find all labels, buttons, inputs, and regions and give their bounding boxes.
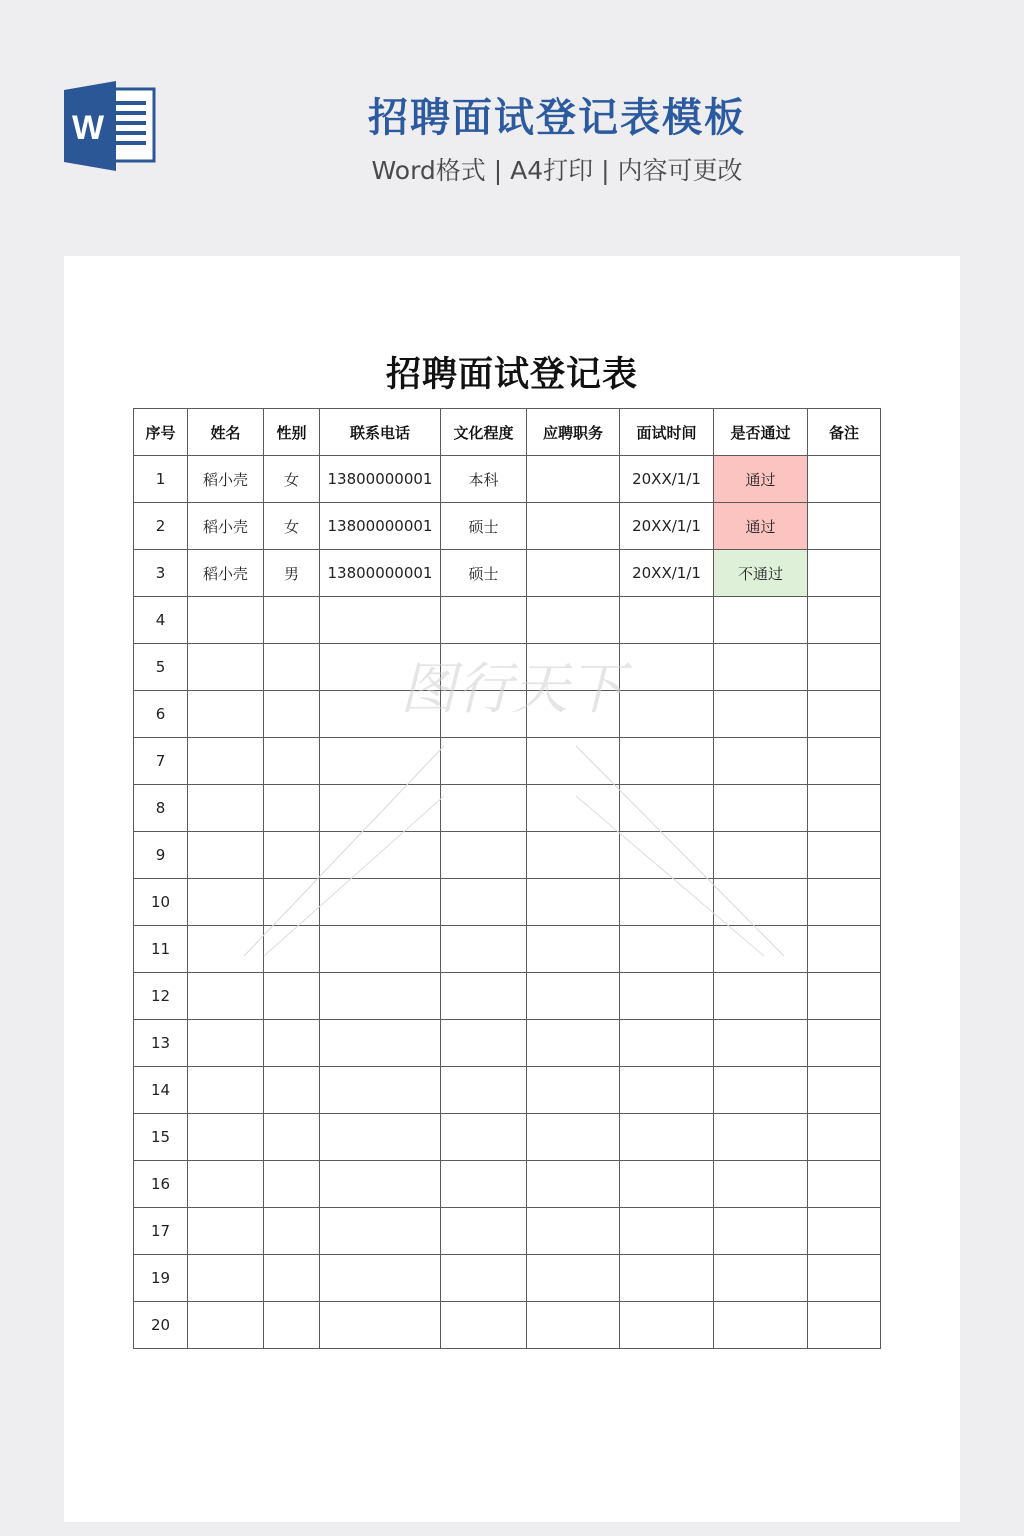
cell-position: [527, 1255, 620, 1302]
table-row: [134, 1302, 881, 1349]
cell-name: [188, 1020, 264, 1067]
cell-name: 稻小壳: [188, 503, 264, 550]
cell-education: [441, 1302, 527, 1349]
cell-gender: [264, 879, 320, 926]
cell-position: [527, 879, 620, 926]
cell-serial: 16: [134, 1161, 188, 1208]
cell-phone: [320, 1255, 441, 1302]
cell-name: [188, 973, 264, 1020]
cell-serial: 17: [134, 1208, 188, 1255]
cell-result: [714, 973, 808, 1020]
cell-result: [714, 879, 808, 926]
column-header: 面试时间: [620, 409, 714, 456]
cell-position: [527, 456, 620, 503]
cell-education: [441, 738, 527, 785]
cell-name: [188, 1161, 264, 1208]
cell-position: [527, 1067, 620, 1114]
cell-phone: 13800000001: [320, 456, 441, 503]
cell-note: [808, 550, 881, 597]
table-row: [134, 644, 881, 691]
cell-education: 本科: [441, 456, 527, 503]
word-icon-letter: W: [71, 109, 105, 147]
cell-name: [188, 926, 264, 973]
cell-gender: [264, 691, 320, 738]
cell-interview-date: [620, 1255, 714, 1302]
cell-interview-date: 20XX/1/1: [620, 456, 714, 503]
cell-interview-date: [620, 1067, 714, 1114]
cell-result: [714, 1020, 808, 1067]
cell-position: [527, 597, 620, 644]
cell-gender: [264, 1208, 320, 1255]
table-row: [134, 1114, 881, 1161]
cell-education: [441, 597, 527, 644]
cell-note: [808, 1302, 881, 1349]
document-page: [64, 256, 960, 1522]
cell-position: [527, 1208, 620, 1255]
cell-education: [441, 926, 527, 973]
cell-education: [441, 1161, 527, 1208]
cell-serial: 12: [134, 973, 188, 1020]
cell-note: [808, 1067, 881, 1114]
cell-name: [188, 785, 264, 832]
cell-position: [527, 1161, 620, 1208]
cell-result: [714, 1302, 808, 1349]
cell-phone: [320, 644, 441, 691]
column-header: 应聘职务: [527, 409, 620, 456]
cell-gender: [264, 738, 320, 785]
column-header: 文化程度: [441, 409, 527, 456]
cell-serial: 8: [134, 785, 188, 832]
table-header-row: [134, 409, 881, 456]
cell-note: [808, 1255, 881, 1302]
cell-note: [808, 597, 881, 644]
cell-name: 稻小壳: [188, 456, 264, 503]
cell-education: [441, 1067, 527, 1114]
cell-education: [441, 785, 527, 832]
cell-serial: 3: [134, 550, 188, 597]
cell-education: [441, 832, 527, 879]
cell-serial: 4: [134, 597, 188, 644]
cell-phone: [320, 1208, 441, 1255]
cell-interview-date: [620, 785, 714, 832]
cell-position: [527, 926, 620, 973]
cell-phone: [320, 1161, 441, 1208]
cell-serial: 15: [134, 1114, 188, 1161]
cell-gender: [264, 1114, 320, 1161]
cell-interview-date: [620, 926, 714, 973]
cell-serial: 13: [134, 1020, 188, 1067]
word-document-icon: [64, 81, 156, 171]
table-row: [134, 1020, 881, 1067]
cell-result: [714, 597, 808, 644]
cell-gender: [264, 832, 320, 879]
cell-name: [188, 1255, 264, 1302]
cell-education: [441, 1020, 527, 1067]
cell-name: 稻小壳: [188, 550, 264, 597]
cell-result: 通过: [714, 456, 808, 503]
cell-interview-date: [620, 879, 714, 926]
cell-gender: [264, 644, 320, 691]
cell-gender: [264, 1067, 320, 1114]
cell-interview-date: [620, 691, 714, 738]
cell-position: [527, 973, 620, 1020]
cell-result: [714, 738, 808, 785]
cell-serial: 19: [134, 1255, 188, 1302]
cell-phone: [320, 1302, 441, 1349]
cell-interview-date: [620, 1161, 714, 1208]
cell-serial: 10: [134, 879, 188, 926]
column-header: 是否通过: [714, 409, 808, 456]
cell-phone: [320, 973, 441, 1020]
cell-position: [527, 738, 620, 785]
cell-gender: [264, 1255, 320, 1302]
table-row: [134, 1208, 881, 1255]
cell-note: [808, 456, 881, 503]
table-row: [134, 879, 881, 926]
cell-serial: 5: [134, 644, 188, 691]
cell-result: [714, 926, 808, 973]
cell-note: [808, 973, 881, 1020]
cell-interview-date: [620, 1114, 714, 1161]
document-title: 招聘面试登记表: [385, 355, 638, 395]
cell-education: 硕士: [441, 550, 527, 597]
cell-note: [808, 1161, 881, 1208]
table-row: [134, 973, 881, 1020]
table-row: [134, 832, 881, 879]
table-row: [134, 1067, 881, 1114]
banner-subtitle: Word格式 | A4打印 | 内容可更改: [371, 156, 743, 185]
table-row: [134, 456, 881, 503]
cell-serial: 11: [134, 926, 188, 973]
cell-position: [527, 1020, 620, 1067]
cell-gender: [264, 926, 320, 973]
cell-phone: 13800000001: [320, 503, 441, 550]
cell-result: [714, 1208, 808, 1255]
cell-note: [808, 832, 881, 879]
cell-phone: [320, 879, 441, 926]
column-header: 联系电话: [320, 409, 441, 456]
cell-interview-date: 20XX/1/1: [620, 550, 714, 597]
cell-note: [808, 691, 881, 738]
cell-interview-date: 20XX/1/1: [620, 503, 714, 550]
cell-gender: [264, 597, 320, 644]
table-row: [134, 926, 881, 973]
cell-interview-date: [620, 597, 714, 644]
cell-gender: 女: [264, 456, 320, 503]
cell-serial: 20: [134, 1302, 188, 1349]
cell-name: [188, 1302, 264, 1349]
cell-position: [527, 785, 620, 832]
cell-result: [714, 785, 808, 832]
cell-interview-date: [620, 1020, 714, 1067]
cell-name: [188, 691, 264, 738]
cell-result: [714, 1161, 808, 1208]
cell-phone: [320, 691, 441, 738]
cell-note: [808, 926, 881, 973]
cell-interview-date: [620, 1302, 714, 1349]
cell-name: [188, 644, 264, 691]
cell-gender: 男: [264, 550, 320, 597]
cell-serial: 14: [134, 1067, 188, 1114]
cell-result: 通过: [714, 503, 808, 550]
cell-interview-date: [620, 832, 714, 879]
cell-note: [808, 1114, 881, 1161]
cell-gender: [264, 973, 320, 1020]
cell-interview-date: [620, 644, 714, 691]
cell-phone: [320, 832, 441, 879]
cell-gender: [264, 785, 320, 832]
table-row: [134, 738, 881, 785]
cell-position: [527, 1302, 620, 1349]
cell-gender: 女: [264, 503, 320, 550]
column-header: 备注: [808, 409, 881, 456]
cell-phone: [320, 738, 441, 785]
cell-education: [441, 644, 527, 691]
cell-interview-date: [620, 738, 714, 785]
cell-note: [808, 738, 881, 785]
cell-result: [714, 832, 808, 879]
cell-serial: 2: [134, 503, 188, 550]
cell-note: [808, 1208, 881, 1255]
table-row: [134, 503, 881, 550]
cell-name: [188, 879, 264, 926]
cell-education: [441, 691, 527, 738]
cell-name: [188, 738, 264, 785]
cell-phone: [320, 785, 441, 832]
cell-serial: 6: [134, 691, 188, 738]
watermark-text: 图行天下: [400, 657, 624, 722]
banner-title: 招聘面试登记表模板: [368, 95, 746, 141]
cell-position: [527, 691, 620, 738]
cell-phone: 13800000001: [320, 550, 441, 597]
cell-result: [714, 1255, 808, 1302]
cell-education: [441, 879, 527, 926]
cell-serial: 7: [134, 738, 188, 785]
column-header: 姓名: [188, 409, 264, 456]
cell-position: [527, 1114, 620, 1161]
table-row: [134, 1255, 881, 1302]
table-row: [134, 785, 881, 832]
cell-phone: [320, 597, 441, 644]
cell-gender: [264, 1020, 320, 1067]
cell-name: [188, 832, 264, 879]
cell-education: [441, 1114, 527, 1161]
cell-note: [808, 879, 881, 926]
cell-education: [441, 973, 527, 1020]
table-row: [134, 597, 881, 644]
table-row: [134, 1161, 881, 1208]
cell-note: [808, 785, 881, 832]
cell-result: [714, 644, 808, 691]
column-header: 性别: [264, 409, 320, 456]
cell-gender: [264, 1161, 320, 1208]
cell-name: [188, 1067, 264, 1114]
cell-serial: 9: [134, 832, 188, 879]
table-row: [134, 691, 881, 738]
cell-position: [527, 503, 620, 550]
table-row: [134, 550, 881, 597]
cell-result: [714, 1067, 808, 1114]
cell-result: [714, 1114, 808, 1161]
column-header: 序号: [134, 409, 188, 456]
cell-gender: [264, 1302, 320, 1349]
cell-serial: 1: [134, 456, 188, 503]
cell-phone: [320, 1114, 441, 1161]
cell-result: 不通过: [714, 550, 808, 597]
cell-name: [188, 1114, 264, 1161]
cell-education: [441, 1255, 527, 1302]
cell-note: [808, 644, 881, 691]
cell-interview-date: [620, 973, 714, 1020]
cell-interview-date: [620, 1208, 714, 1255]
cell-position: [527, 832, 620, 879]
interview-register-table: [133, 408, 881, 1349]
cell-note: [808, 503, 881, 550]
cell-position: [527, 550, 620, 597]
cell-education: 硕士: [441, 503, 527, 550]
cell-position: [527, 644, 620, 691]
cell-education: [441, 1208, 527, 1255]
cell-phone: [320, 1020, 441, 1067]
cell-phone: [320, 926, 441, 973]
cell-note: [808, 1020, 881, 1067]
cell-name: [188, 1208, 264, 1255]
cell-phone: [320, 1067, 441, 1114]
cell-result: [714, 691, 808, 738]
cell-name: [188, 597, 264, 644]
